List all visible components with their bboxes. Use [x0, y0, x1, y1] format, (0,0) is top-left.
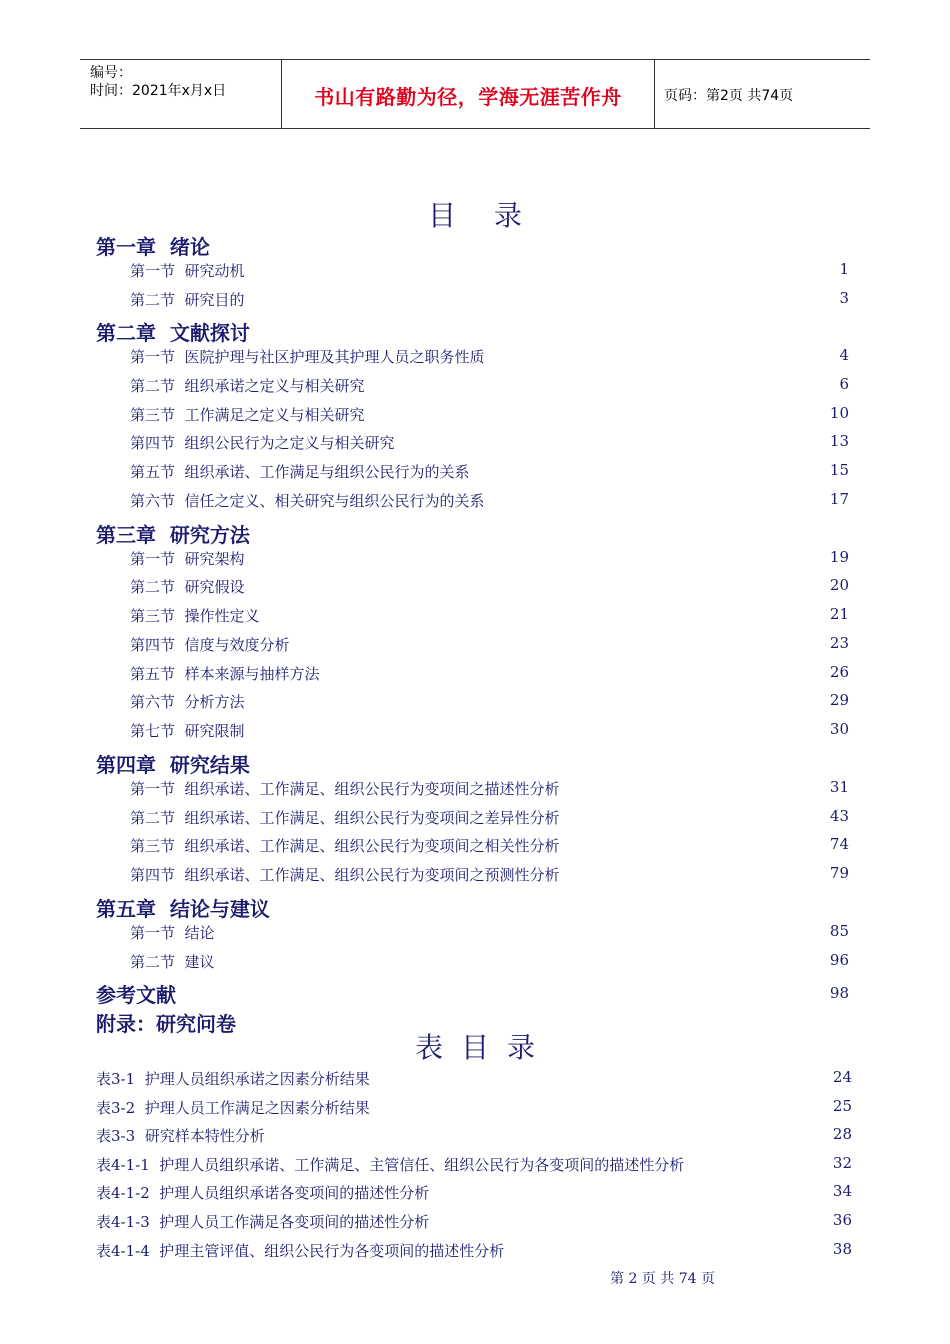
toc-entry-label: 参考文献: [96, 983, 176, 1008]
toc-entry-label: 第三章 研究方法: [96, 522, 250, 547]
toc-entry-label: 第四章 研究结果: [96, 753, 250, 778]
table-entry-label: 表4-1-2 护理人员组织承诺各变项间的描述性分析: [96, 1184, 430, 1203]
toc-entry-label: 第五节 组织承诺、工作满足与组织公民行为的关系: [130, 463, 470, 482]
toc-entry-label: 附录：研究问卷: [96, 1012, 236, 1037]
page-header: [80, 59, 870, 129]
toc-entry-page: 3: [839, 288, 849, 307]
toc-entry-page: 13: [829, 432, 849, 451]
table-entry-page: 34: [832, 1182, 852, 1201]
toc-entry-page: 19: [829, 547, 849, 566]
toc-entry-label: 第一章 绪论: [96, 235, 210, 259]
table-entry-label: 表4-1-3 护理人员工作满足各变项间的描述性分析: [96, 1213, 430, 1231]
toc-entry-label: 第六节 分析方法: [130, 693, 245, 712]
header-page-info: 页码：第2页 共74页: [664, 88, 794, 104]
table-entry-label: 表4-1-1 护理人员组织承诺、工作满足、主管信任、组织公民行为各变项间的描述性分析: [96, 1155, 685, 1174]
number-label: 编号：: [90, 65, 132, 81]
toc-entry-label: 第四节 组织承诺、工作满足、组织公民行为变项间之预测性分析: [130, 866, 560, 885]
toc-entry-page: 4: [839, 346, 849, 365]
table-entry-label: 表3-1 护理人员组织承诺之因素分析结果: [96, 1070, 370, 1088]
toc-entry-label: 第一节 结论: [130, 923, 215, 942]
toc-entry-label: 第二章 文献探讨: [96, 321, 250, 346]
page-footer: 第 2 页 共 74 页: [610, 1271, 715, 1287]
toc-entry-label: 第一节 研究动机: [130, 261, 245, 280]
toc-entry-label: 第一节 组织承诺、工作满足、组织公民行为变项间之描述性分析: [130, 779, 560, 798]
table-entry-page: 36: [832, 1211, 852, 1229]
toc-entry-page: 79: [829, 864, 849, 883]
time-label: 时间：2021年x月x日: [90, 83, 227, 99]
header-divider: [654, 60, 655, 128]
table-entry-page: 32: [832, 1153, 852, 1172]
toc-entry-label: 第三节 工作满足之定义与相关研究: [130, 405, 365, 424]
toc-entry-label: 第四节 信度与效度分析: [130, 635, 290, 654]
table-entry-label: 表3-3 研究样本特性分析: [96, 1127, 265, 1146]
toc-entry-page: 20: [829, 576, 849, 595]
toc-entry-page: 10: [829, 403, 849, 422]
toc-entry-label: 第一节 研究架构: [130, 549, 245, 568]
toc-entry-page: 31: [829, 777, 849, 796]
toc-entry-label: 第六节 信任之定义、相关研究与组织公民行为的关系: [130, 492, 485, 511]
toc-entry-label: 第七节 研究限制: [130, 722, 245, 741]
toc-entry-label: 第二节 研究目的: [130, 290, 245, 309]
toc-entry-label: 第二节 组织承诺、工作满足、组织公民行为变项间之差异性分析: [130, 808, 560, 827]
toc-entry-page: 30: [829, 720, 849, 739]
toc-entry-label: 第二节 建议: [130, 952, 215, 971]
toc-entry-page: 6: [839, 374, 849, 393]
toc-entry-label: 第四节 组织公民行为之定义与相关研究: [130, 434, 395, 453]
toc-entry-page: 98: [829, 984, 849, 1003]
toc-entry-label: 第二节 研究假设: [130, 578, 245, 597]
toc-entry-page: 23: [829, 633, 849, 652]
table-entry-page: 28: [832, 1125, 852, 1144]
toc-title: 目录: [427, 199, 560, 232]
toc-entry-page: 1: [839, 259, 849, 278]
table-entry-label: 表4-1-4 护理主管评值、组织公民行为各变项间的描述性分析: [96, 1241, 505, 1260]
header-meta: [90, 64, 226, 100]
toc-entry-page: 74: [829, 835, 849, 854]
toc-entry-page: 15: [829, 461, 849, 480]
table-entry-page: 24: [832, 1068, 852, 1086]
toc-entry-label: 第五节 样本来源与抽样方法: [130, 664, 320, 683]
toc-entry-label: 第三节 操作性定义: [130, 607, 260, 626]
toc-entry-page: 26: [829, 662, 849, 681]
table-list-title: 表目录: [414, 1031, 553, 1064]
toc-entry-page: 17: [829, 490, 849, 509]
toc-entry-label: 第一节 医院护理与社区护理及其护理人员之职务性质: [130, 348, 485, 367]
toc-entry-page: 96: [829, 950, 849, 969]
toc-entry-page: 29: [829, 691, 849, 710]
toc-entry-page: 85: [829, 921, 849, 940]
toc-entry-page: 21: [829, 605, 849, 624]
table-entry-label: 表3-2 护理人员工作满足之因素分析结果: [96, 1098, 370, 1117]
toc-entry-label: 第三节 组织承诺、工作满足、组织公民行为变项间之相关性分析: [130, 837, 560, 856]
toc-entry-label: 第二节 组织承诺之定义与相关研究: [130, 376, 365, 395]
toc-entry-page: 43: [829, 806, 849, 825]
header-motto: 书山有路勤为径，学海无涯苦作舟: [314, 85, 622, 109]
table-entry-page: 25: [832, 1096, 852, 1115]
table-entry-page: 38: [832, 1239, 852, 1258]
toc-entry-label: 第五章 结论与建议: [96, 896, 270, 921]
